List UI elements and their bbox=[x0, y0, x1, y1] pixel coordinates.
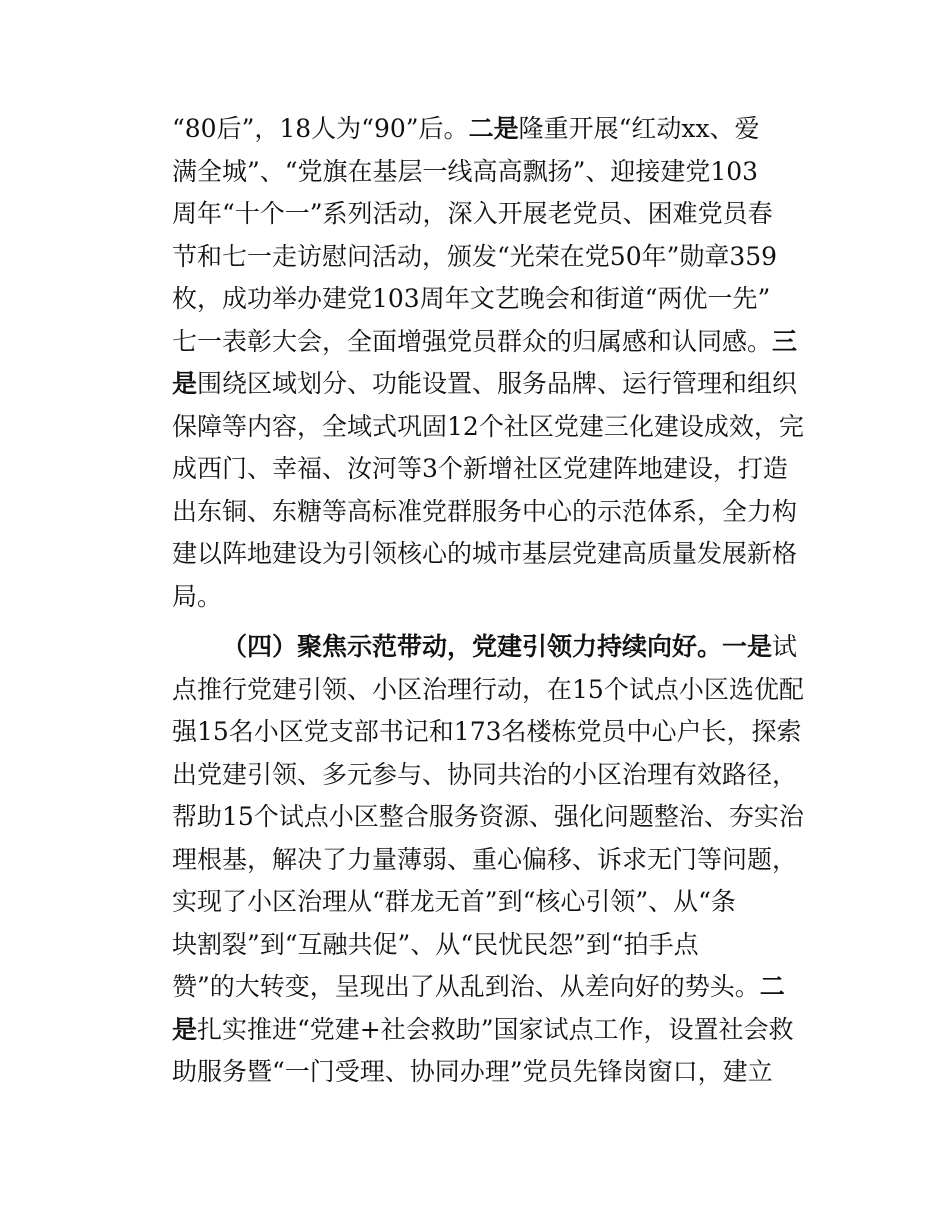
text-run: 满全城”、“党旗在基层一线高高飘扬”、迎接建党103 bbox=[172, 156, 759, 186]
text-run: 帮助15个试点小区整合服务资源、强化问题整治、夯实治 bbox=[172, 802, 804, 831]
text-run: 赞”的大转变，呈现出了从乱到治、从差向好的势头。 bbox=[172, 972, 760, 1001]
text-run: 局。 bbox=[172, 581, 223, 611]
text-line bbox=[172, 1051, 804, 1094]
text-line bbox=[172, 881, 804, 924]
body-paragraph-2 bbox=[172, 626, 804, 1094]
text-line bbox=[172, 236, 804, 279]
text-line bbox=[172, 108, 804, 151]
text-line bbox=[172, 576, 804, 619]
text-line bbox=[172, 193, 804, 236]
text-run: 点推行党建引领、小区治理行动，在15个试点小区选优配 bbox=[172, 674, 804, 704]
text-line bbox=[172, 406, 804, 449]
text-run: 隆重开展“红动xx、爱 bbox=[518, 114, 760, 143]
text-run: 七一表彰大会，全面增强党员群众的归属感和认同感。 bbox=[172, 326, 773, 356]
text-run: 强15名小区党支部书记和173名楼栋党员中心户长，探索 bbox=[172, 717, 802, 746]
text-run: 枚，成功举办建党103周年文艺晚会和街道“两优一先” bbox=[172, 284, 771, 313]
text-line bbox=[172, 754, 804, 797]
text-line bbox=[172, 321, 804, 364]
text-run: 理根基，解决了力量薄弱、重心偏移、诉求无门等问题， bbox=[172, 844, 798, 874]
text-line bbox=[172, 924, 804, 967]
text-line bbox=[172, 448, 804, 491]
text-line bbox=[172, 796, 804, 839]
text-line bbox=[172, 966, 804, 1009]
text-line bbox=[172, 151, 804, 194]
text-run: 节和七一走访慰问活动，颁发“光荣在党50年”勋章359 bbox=[172, 241, 778, 271]
text-run: 实现了小区治理从“群龙无首”到“核心引领”、从“条 bbox=[172, 887, 736, 916]
text-line bbox=[172, 533, 804, 576]
text-run: 保障等内容，全域式巩固12个社区党建三化建设成效，完 bbox=[172, 411, 804, 441]
text-line bbox=[172, 669, 804, 712]
bold-run: 二是 bbox=[468, 114, 519, 143]
text-run: 助服务暨“一门受理、协同办理”党员先锋岗窗口，建立 bbox=[172, 1057, 773, 1086]
text-run: 扎实推进“党建+社会救助”国家试点工作，设置社会救 bbox=[197, 1014, 794, 1044]
text-run: “80后”，18人为“90”后。 bbox=[172, 114, 469, 143]
text-line bbox=[172, 278, 804, 321]
bold-run: 三 bbox=[772, 326, 798, 356]
text-line bbox=[172, 626, 804, 669]
text-run: 围绕区域划分、功能设置、服务品牌、运行管理和组织 bbox=[197, 369, 798, 398]
bold-run: （四）聚焦示范带动，党建引领力持续向好。 bbox=[222, 632, 723, 661]
bold-run: 一是 bbox=[722, 632, 773, 661]
text-run: 出党建引领、多元参与、协同共治的小区治理有效路径， bbox=[172, 759, 798, 789]
text-run: 试 bbox=[772, 632, 798, 661]
bold-run: 二 bbox=[759, 972, 785, 1001]
text-line bbox=[172, 491, 804, 534]
text-line bbox=[172, 711, 804, 754]
text-line bbox=[172, 363, 804, 406]
text-run: 块割裂”到“互融共促”、从“民忧民怨”到“拍手点 bbox=[172, 929, 699, 959]
text-run: 周年“十个一”系列活动，深入开展老党员、困难党员春 bbox=[172, 199, 773, 228]
text-line bbox=[172, 1009, 804, 1052]
bold-run: 是 bbox=[172, 369, 198, 398]
body-paragraph-1 bbox=[172, 108, 804, 618]
text-run: 出东铜、东糖等高标准党群服务中心的示范体系，全力构 bbox=[172, 496, 798, 526]
bold-run: 是 bbox=[172, 1014, 198, 1044]
text-run: 成西门、幸福、汝河等3个新增社区党建阵地建设，打造 bbox=[172, 454, 788, 483]
text-line bbox=[172, 839, 804, 882]
text-run: 建以阵地建设为引领核心的城市基层党建高质量发展新格 bbox=[172, 539, 798, 568]
